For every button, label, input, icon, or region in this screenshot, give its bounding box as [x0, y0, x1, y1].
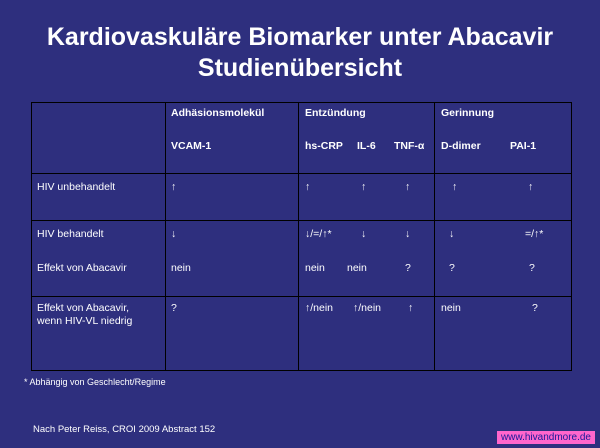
header-coagulation: Gerinnung [441, 107, 495, 119]
header-il6: IL-6 [357, 140, 376, 152]
row-label-abacavir-low-vl [37, 302, 132, 328]
title-line-2: Studienübersicht [197, 54, 403, 82]
cell-untreated-ddimer: ↑ [452, 181, 458, 193]
row-label-treated: HIV behandelt [37, 228, 104, 240]
cell-untreated-il6: ↑ [361, 181, 367, 193]
source-citation: Nach Peter Reiss, CROI 2009 Abstract 152 [33, 424, 216, 435]
row-label-line-1: Effekt von Abacavir, [37, 302, 130, 314]
cell-abacavir-ddimer: ? [449, 262, 455, 274]
row-label-abacavir-effect: Effekt von Abacavir [37, 262, 127, 274]
table-divider [32, 173, 571, 174]
cell-treated-pai1: =/↑* [525, 228, 544, 240]
header-ddimer: D-dimer [441, 140, 481, 152]
footnote: * Abhängig von Geschlecht/Regime [24, 377, 166, 387]
cell-lowvl-pai1: ? [532, 302, 538, 314]
header-tnfa: TNF-α [394, 140, 425, 152]
row-label-line-2: wenn HIV-VL niedrig [37, 315, 133, 327]
cell-untreated-hscrp: ↑ [305, 181, 311, 193]
cell-untreated-vcam: ↑ [171, 181, 177, 193]
cell-abacavir-il6: nein [347, 262, 367, 274]
biomarker-table [31, 102, 572, 371]
cell-abacavir-tnfa: ? [405, 262, 411, 274]
cell-treated-ddimer: ↓ [449, 228, 455, 240]
cell-lowvl-il6: ↑/nein [353, 302, 382, 314]
cell-abacavir-vcam: nein [171, 262, 191, 274]
table-divider [434, 103, 435, 370]
cell-treated-il6: ↓ [361, 228, 367, 240]
header-hscrp: hs-CRP [305, 140, 343, 152]
cell-lowvl-tnfa: ↑ [408, 302, 414, 314]
cell-lowvl-ddimer: nein [441, 302, 461, 314]
table-divider [32, 296, 571, 297]
title-line-1: Kardiovaskuläre Biomarker unter Abacavir [46, 23, 554, 51]
table-divider [32, 220, 571, 221]
cell-lowvl-vcam: ? [171, 302, 177, 314]
website-link[interactable]: www.hivandmore.de [497, 431, 595, 444]
cell-treated-vcam: ↓ [171, 228, 177, 240]
cell-untreated-pai1: ↑ [528, 181, 534, 193]
cell-untreated-tnfa: ↑ [405, 181, 411, 193]
cell-abacavir-pai1: ? [529, 262, 535, 274]
header-vcam: VCAM-1 [171, 140, 212, 152]
header-adhesion: Adhäsionsmolekül [171, 107, 265, 119]
cell-lowvl-hscrp: ↑/nein [305, 302, 334, 314]
cell-abacavir-hscrp: nein [305, 262, 325, 274]
cell-treated-tnfa: ↓ [405, 228, 411, 240]
cell-treated-hscrp: ↓/=/↑* [305, 228, 332, 240]
slide-title [0, 22, 600, 84]
row-label-untreated: HIV unbehandelt [37, 181, 116, 193]
table-divider [298, 103, 299, 370]
header-pai1: PAI-1 [510, 140, 537, 152]
header-inflammation: Entzündung [305, 107, 366, 119]
table-divider [165, 103, 166, 370]
